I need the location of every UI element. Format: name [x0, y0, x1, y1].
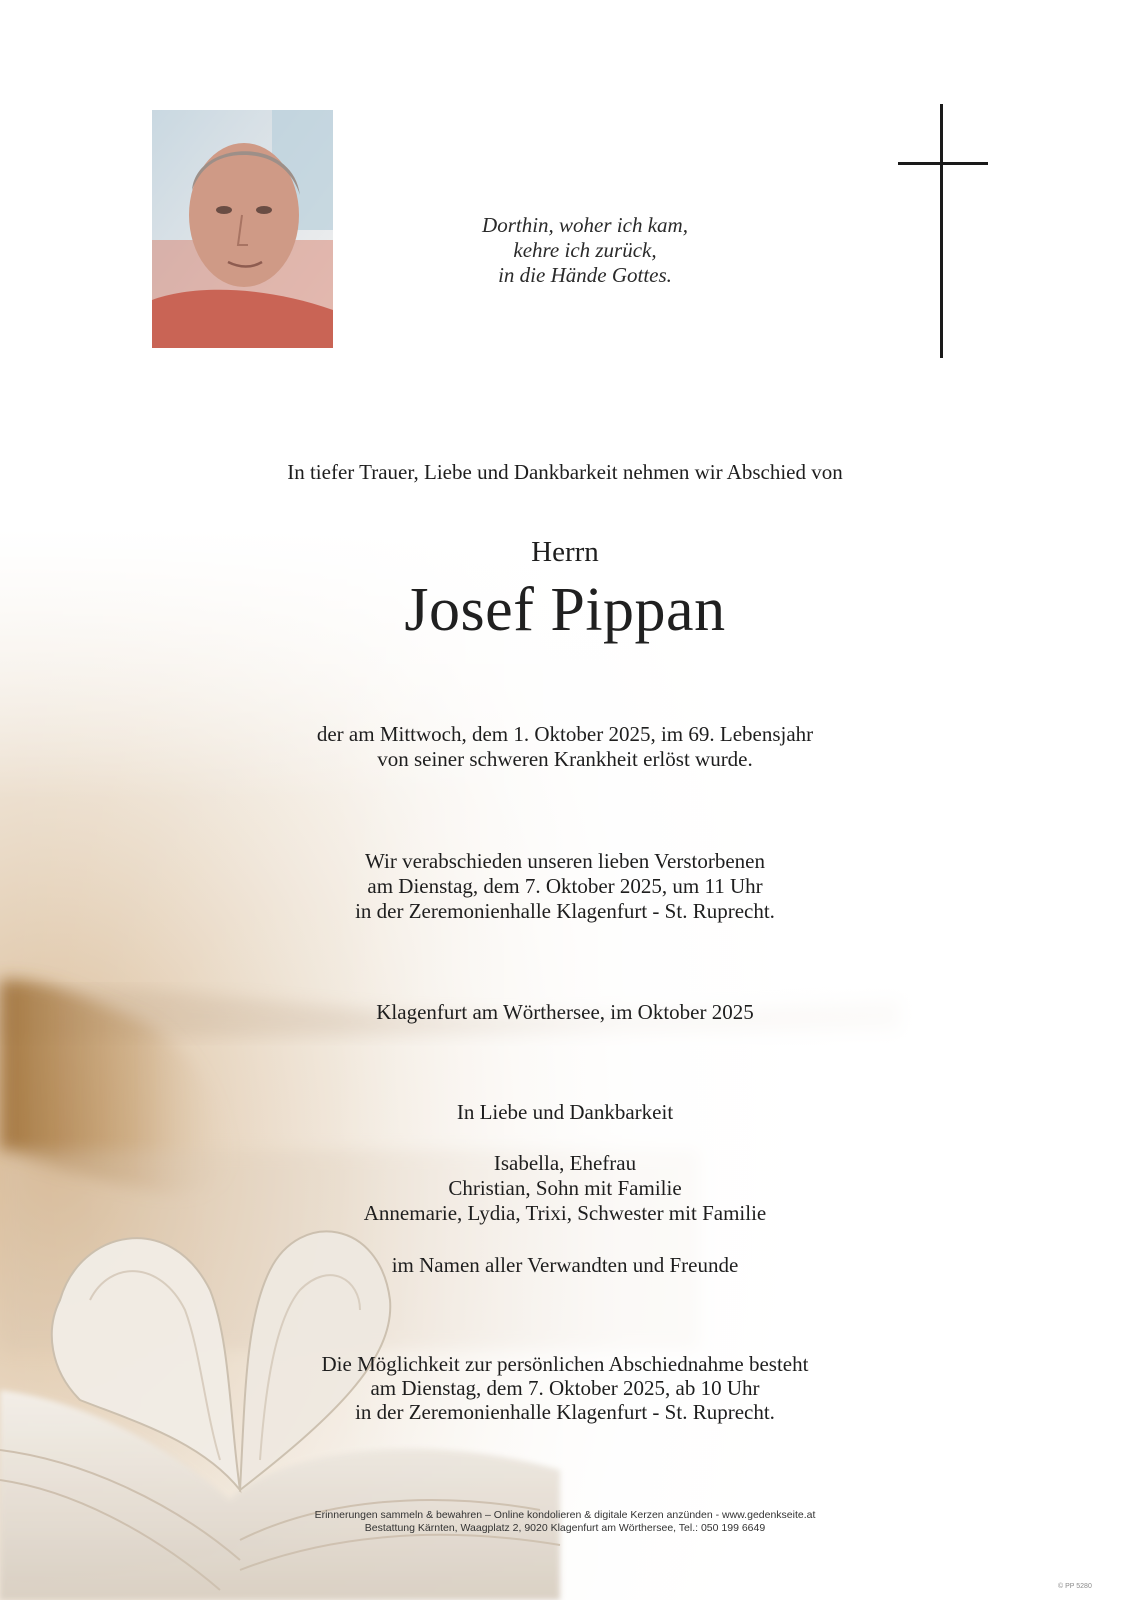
- intro-text: In tiefer Trauer, Liebe und Dankbarkeit nehmen wir Abschied von: [287, 460, 843, 484]
- portrait-photo: [152, 110, 333, 348]
- footer-line: Bestattung Kärnten, Waagplatz 2, 9020 Klagenfurt am Wörthersee, Tel.: 050 199 6649: [364, 1522, 766, 1534]
- print-code: © PP 5280: [1058, 1583, 1092, 1590]
- farewell-line: am Dienstag, dem 7. Oktober 2025, um 11 Uhr: [367, 874, 763, 898]
- motto-line: in die Hände Gottes.: [498, 263, 672, 287]
- mourner-entry: Isabella, Ehefrau: [493, 1151, 637, 1175]
- place-and-date: Klagenfurt am Wörthersee, im Oktober 2025: [376, 1000, 754, 1024]
- death-notice-line: der am Mittwoch, dem 1. Oktober 2025, im 69. Lebensjahr: [316, 722, 814, 746]
- viewing-line: in der Zeremonienhalle Klagenfurt - St. Ruprecht.: [355, 1400, 775, 1424]
- viewing-line: am Dienstag, dem 7. Oktober 2025, ab 10 Uhr: [370, 1376, 760, 1400]
- motto-line: Dorthin, woher ich kam,: [482, 213, 688, 237]
- deceased-name: Josef Pippan: [404, 576, 726, 644]
- farewell-line: in der Zeremonienhalle Klagenfurt - St. Ruprecht.: [355, 899, 775, 923]
- farewell-ceremony: [0, 849, 1130, 924]
- viewing-info: [0, 1352, 1130, 1424]
- deceased-title: Herrn: [531, 536, 599, 568]
- mourners-closing: im Namen aller Verwandten und Freunde: [391, 1253, 739, 1277]
- farewell-line: Wir verabschieden unseren lieben Verstorbenen: [365, 849, 765, 873]
- mourners-list: [0, 1151, 1130, 1226]
- viewing-line: Die Möglichkeit zur persönlichen Abschiednahme besteht: [321, 1352, 809, 1376]
- mourners-heading: In Liebe und Dankbarkeit: [456, 1100, 674, 1124]
- funeral-home-footer: [0, 1509, 1130, 1535]
- latin-cross-icon: [898, 104, 988, 358]
- bible-verse-motto: [420, 213, 750, 288]
- death-notice-line: von seiner schweren Krankheit erlöst wurde.: [377, 747, 753, 771]
- death-notice: [0, 722, 1130, 772]
- footer-line: Erinnerungen sammeln & bewahren – Online kondolieren & digitale Kerzen anzünden - www.gedenkseite.at: [314, 1509, 816, 1521]
- mourner-entry: Annemarie, Lydia, Trixi, Schwester mit Familie: [363, 1201, 767, 1225]
- motto-line: kehre ich zurück,: [513, 238, 657, 262]
- mourner-entry: Christian, Sohn mit Familie: [448, 1176, 682, 1200]
